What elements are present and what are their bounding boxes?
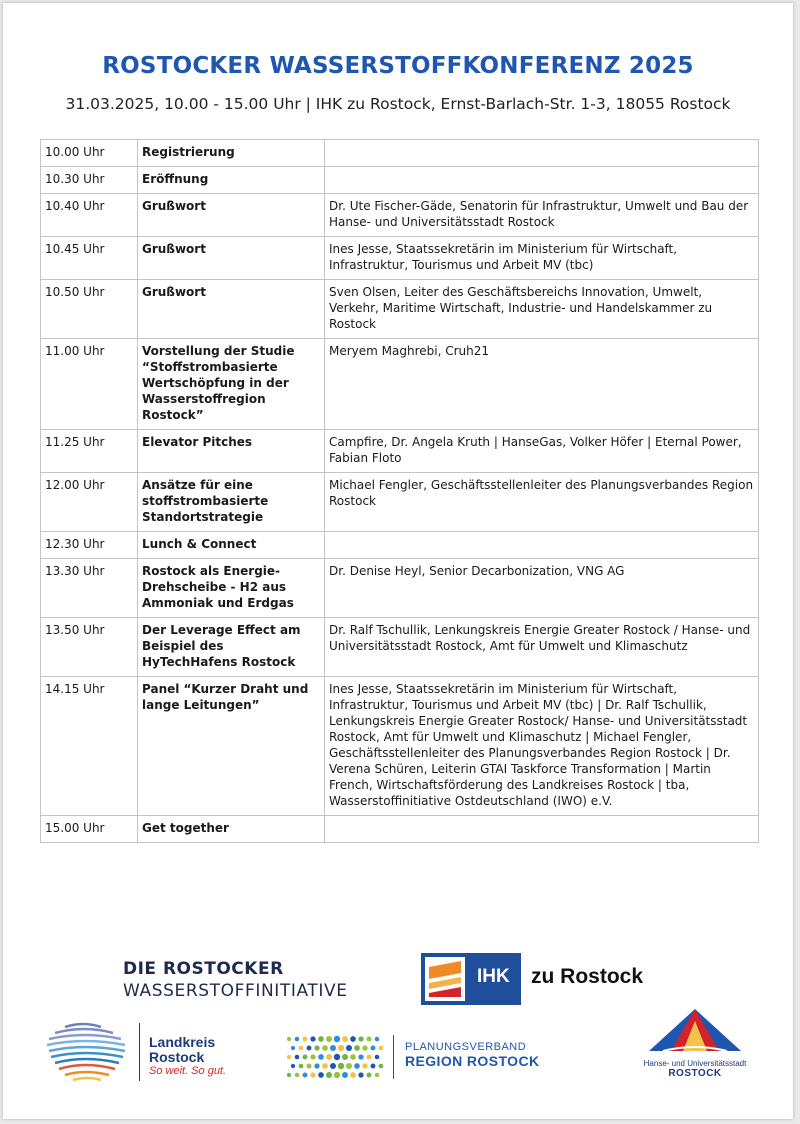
document-page [3,3,793,1119]
wsi-logo-line1: DIE ROSTOCKER [123,959,284,979]
agenda-row [41,194,759,237]
agenda-time: 15.00 Uhr [41,816,138,843]
agenda-speaker: Ines Jesse, Staatssekretärin im Ministerium für Wirtschaft, Infrastruktur, Tourismus und Arbeit MV (tbc) | Dr. Ralf Tschullik, Lenkungskreis Energie Greater Rostock/ Hanse- und Universitätsstadt Rostock, Amt für Umwelt und Klimaschutz | Michael Fengler, Geschäftsstellenleiter des Planungsverbandes Region Rostock | Dr. Verena Schüren, Leiterin GTAI Taskforce Transformation | Martin French, Wirtschaftsförderung des Landkreises Rostock | tba, Wasserstoffinitiative Ostdeutschland (IWO) e.V. [325,677,759,816]
event-details: 31.03.2025, 10.00 - 15.00 Uhr | IHK zu Rostock, Ernst-Barlach-Str. 1-3, 18055 Rostock [65,95,731,113]
landkreis-wave-icon [43,1019,129,1085]
agenda-row [41,532,759,559]
agenda-topic: Get together [138,816,325,843]
agenda-row [41,559,759,618]
agenda-row [41,167,759,194]
agenda-topic: Rostock als Energie-Drehscheibe - H2 aus Ammoniak und Erdgas [138,559,325,618]
agenda-time: 10.00 Uhr [41,140,138,167]
agenda-row [41,140,759,167]
agenda-row [41,618,759,677]
agenda-time: 10.40 Uhr [41,194,138,237]
ihk-logo-text: zu Rostock [531,965,644,988]
agenda-time: 12.30 Uhr [41,532,138,559]
agenda-time: 11.25 Uhr [41,430,138,473]
agenda-time: 10.45 Uhr [41,237,138,280]
agenda-speaker: Campfire, Dr. Angela Kruth | HanseGas, Volker Höfer | Eternal Power, Fabian Floto [325,430,759,473]
agenda-speaker: Dr. Denise Heyl, Senior Decarbonization, VNG AG [325,559,759,618]
agenda-speaker: Michael Fengler, Geschäftsstellenleiter des Planungsverbandes Region Rostock [325,473,759,532]
agenda-time: 11.00 Uhr [41,339,138,430]
agenda-topic: Vorstellung der Studie “Stoffstrombasierte Wertschöpfung in der Wasserstoffregion Rostock” [138,339,325,430]
landkreis-line2: Rostock [149,1049,205,1065]
agenda-time: 12.00 Uhr [41,473,138,532]
agenda-row [41,677,759,816]
agenda-speaker [325,167,759,194]
agenda-topic: Lunch & Connect [138,532,325,559]
agenda-speaker [325,532,759,559]
wsi-logo-line2: WASSERSTOFFINITIATIVE [123,981,348,1001]
agenda-row [41,430,759,473]
agenda-row [41,473,759,532]
rostock-sail-emblem-icon [635,1007,755,1059]
planungsverband-line1: PLANUNGSVERBAND [405,1041,527,1053]
agenda-row [41,280,759,339]
ihk-box-label: IHK [477,966,510,987]
page-title: ROSTOCKER WASSERSTOFFKONFERENZ 2025 [102,53,694,79]
agenda-time: 10.50 Uhr [41,280,138,339]
agenda-time: 13.30 Uhr [41,559,138,618]
agenda-row [41,339,759,430]
agenda-topic: Grußwort [138,280,325,339]
agenda-topic: Ansätze für eine stoffstrombasierte Standortstrategie [138,473,325,532]
agenda-speaker [325,816,759,843]
agenda-topic: Panel “Kurzer Draht und lange Leitungen” [138,677,325,816]
hansestadt-rostock-logo [635,1007,755,1087]
agenda-speaker: Sven Olsen, Leiter des Geschäftsbereichs Innovation, Umwelt, Verkehr, Maritime Wirtschaft, Industrie- und Handelskammer zu Rostock [325,280,759,339]
agenda-topic: Grußwort [138,237,325,280]
landkreis-line1: Landkreis [149,1034,216,1050]
agenda-row [41,816,759,843]
agenda-speaker [325,140,759,167]
planungsverband-dots-icon [283,1033,383,1081]
landkreis-slogan: So weit. So gut. [149,1065,227,1077]
agenda-time: 10.30 Uhr [41,167,138,194]
agenda-speaker: Dr. Ralf Tschullik, Lenkungskreis Energie Greater Rostock / Hanse- und Universitätsstadt Rostock, Amt für Umwelt und Klimaschutz [325,618,759,677]
agenda-speaker: Dr. Ute Fischer-Gäde, Senatorin für Infrastruktur, Umwelt und Bau der Hanse- und Universitätsstadt Rostock [325,194,759,237]
planungsverband-logo [283,1031,553,1087]
agenda-time: 13.50 Uhr [41,618,138,677]
hansestadt-line1: Hanse- und Universitätsstadt [643,1059,747,1068]
landkreis-rostock-logo [43,1015,243,1091]
agenda-topic: Registrierung [138,140,325,167]
agenda-speaker: Meryem Maghrebi, Cruh21 [325,339,759,430]
agenda-topic: Elevator Pitches [138,430,325,473]
agenda-topic: Eröffnung [138,167,325,194]
agenda-topic: Grußwort [138,194,325,237]
hansestadt-line2: ROSTOCK [668,1068,722,1079]
ihk-logo [421,953,661,1005]
agenda-speaker: Ines Jesse, Staatssekretärin im Ministerium für Wirtschaft, Infrastruktur, Tourismus und Arbeit MV (tbc) [325,237,759,280]
agenda-table [40,139,759,843]
agenda-topic: Der Leverage Effect am Beispiel des HyTechHafens Rostock [138,618,325,677]
agenda-time: 14.15 Uhr [41,677,138,816]
planungsverband-line2: REGION ROSTOCK [405,1053,540,1069]
agenda-row [41,237,759,280]
wasserstoffinitiative-logo [123,959,348,1001]
